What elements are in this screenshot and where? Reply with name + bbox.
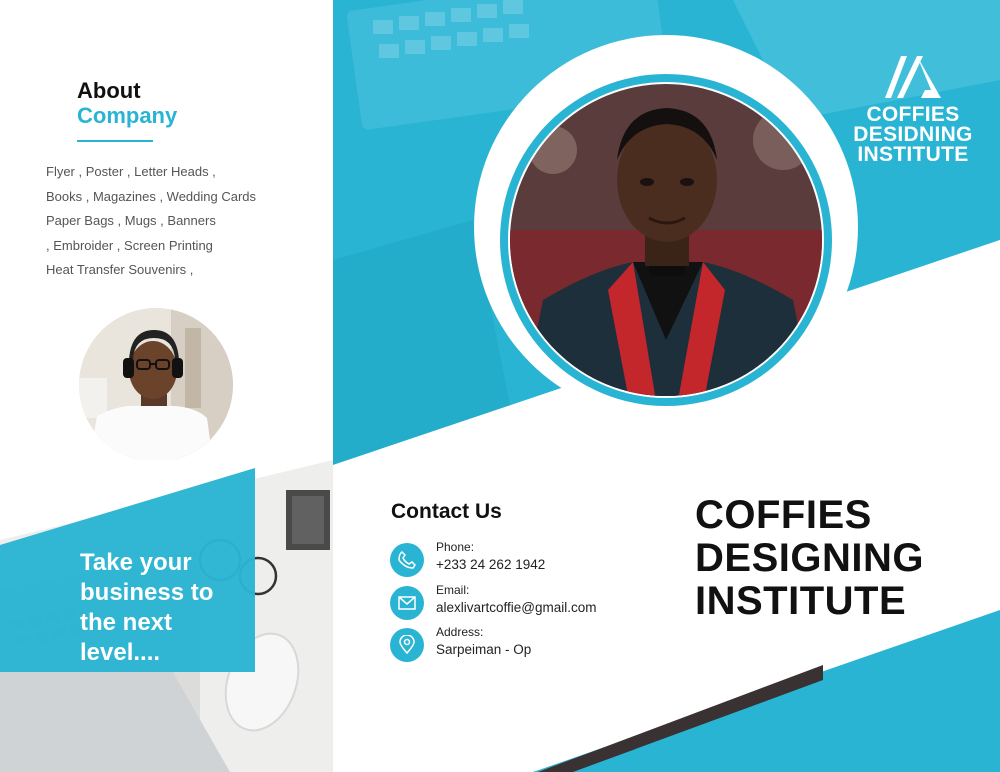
portrait-photo-small bbox=[79, 308, 233, 462]
email-address[interactable]: alexlivartcoffie@gmail.com bbox=[436, 600, 597, 615]
tagline-line: Take your bbox=[80, 549, 192, 576]
mountain-logo-icon bbox=[881, 52, 945, 100]
tagline-line: the next bbox=[80, 609, 173, 636]
logo-line: DESIDNING bbox=[853, 123, 973, 146]
phone-number: +233 24 262 1942 bbox=[436, 557, 546, 572]
left-panel bbox=[0, 0, 333, 772]
about-heading: About bbox=[77, 78, 141, 103]
address-text: Sarpeiman - Op bbox=[436, 642, 532, 657]
institute-headline bbox=[695, 494, 995, 623]
service-line: Paper Bags , Mugs , Banners bbox=[46, 213, 216, 228]
email-icon bbox=[390, 586, 424, 620]
logo-line: INSTITUTE bbox=[857, 143, 969, 166]
tagline bbox=[80, 548, 250, 668]
headline-line: INSTITUTE bbox=[695, 579, 907, 623]
brand-logo bbox=[838, 52, 988, 165]
service-line: Books , Magazines , Wedding Cards bbox=[46, 188, 257, 204]
service-line: Flyer , Poster , Letter Heads , bbox=[46, 164, 216, 179]
contact-label: Address: bbox=[436, 625, 484, 639]
services-list bbox=[46, 160, 306, 283]
headline-line: DESIGNING bbox=[695, 536, 924, 580]
service-line: , Embroider , Screen Printing bbox=[46, 237, 213, 253]
contact-heading: Contact Us bbox=[391, 500, 502, 523]
right-panel bbox=[333, 0, 1000, 772]
person-headphones-photo bbox=[79, 308, 233, 462]
phone-icon bbox=[390, 543, 424, 577]
service-line: Heat Transfer Souvenirs , bbox=[46, 262, 194, 277]
about-underline bbox=[77, 140, 153, 142]
contact-label: Phone: bbox=[436, 540, 475, 554]
tagline-line: business to bbox=[80, 579, 214, 606]
logo-line: COFFIES bbox=[866, 103, 960, 126]
contact-label: Email: bbox=[436, 583, 470, 597]
headline-line: COFFIES bbox=[695, 493, 872, 537]
about-subheading: Company bbox=[77, 103, 178, 128]
tagline-line: level.... bbox=[80, 639, 161, 666]
location-pin-icon bbox=[390, 628, 424, 662]
